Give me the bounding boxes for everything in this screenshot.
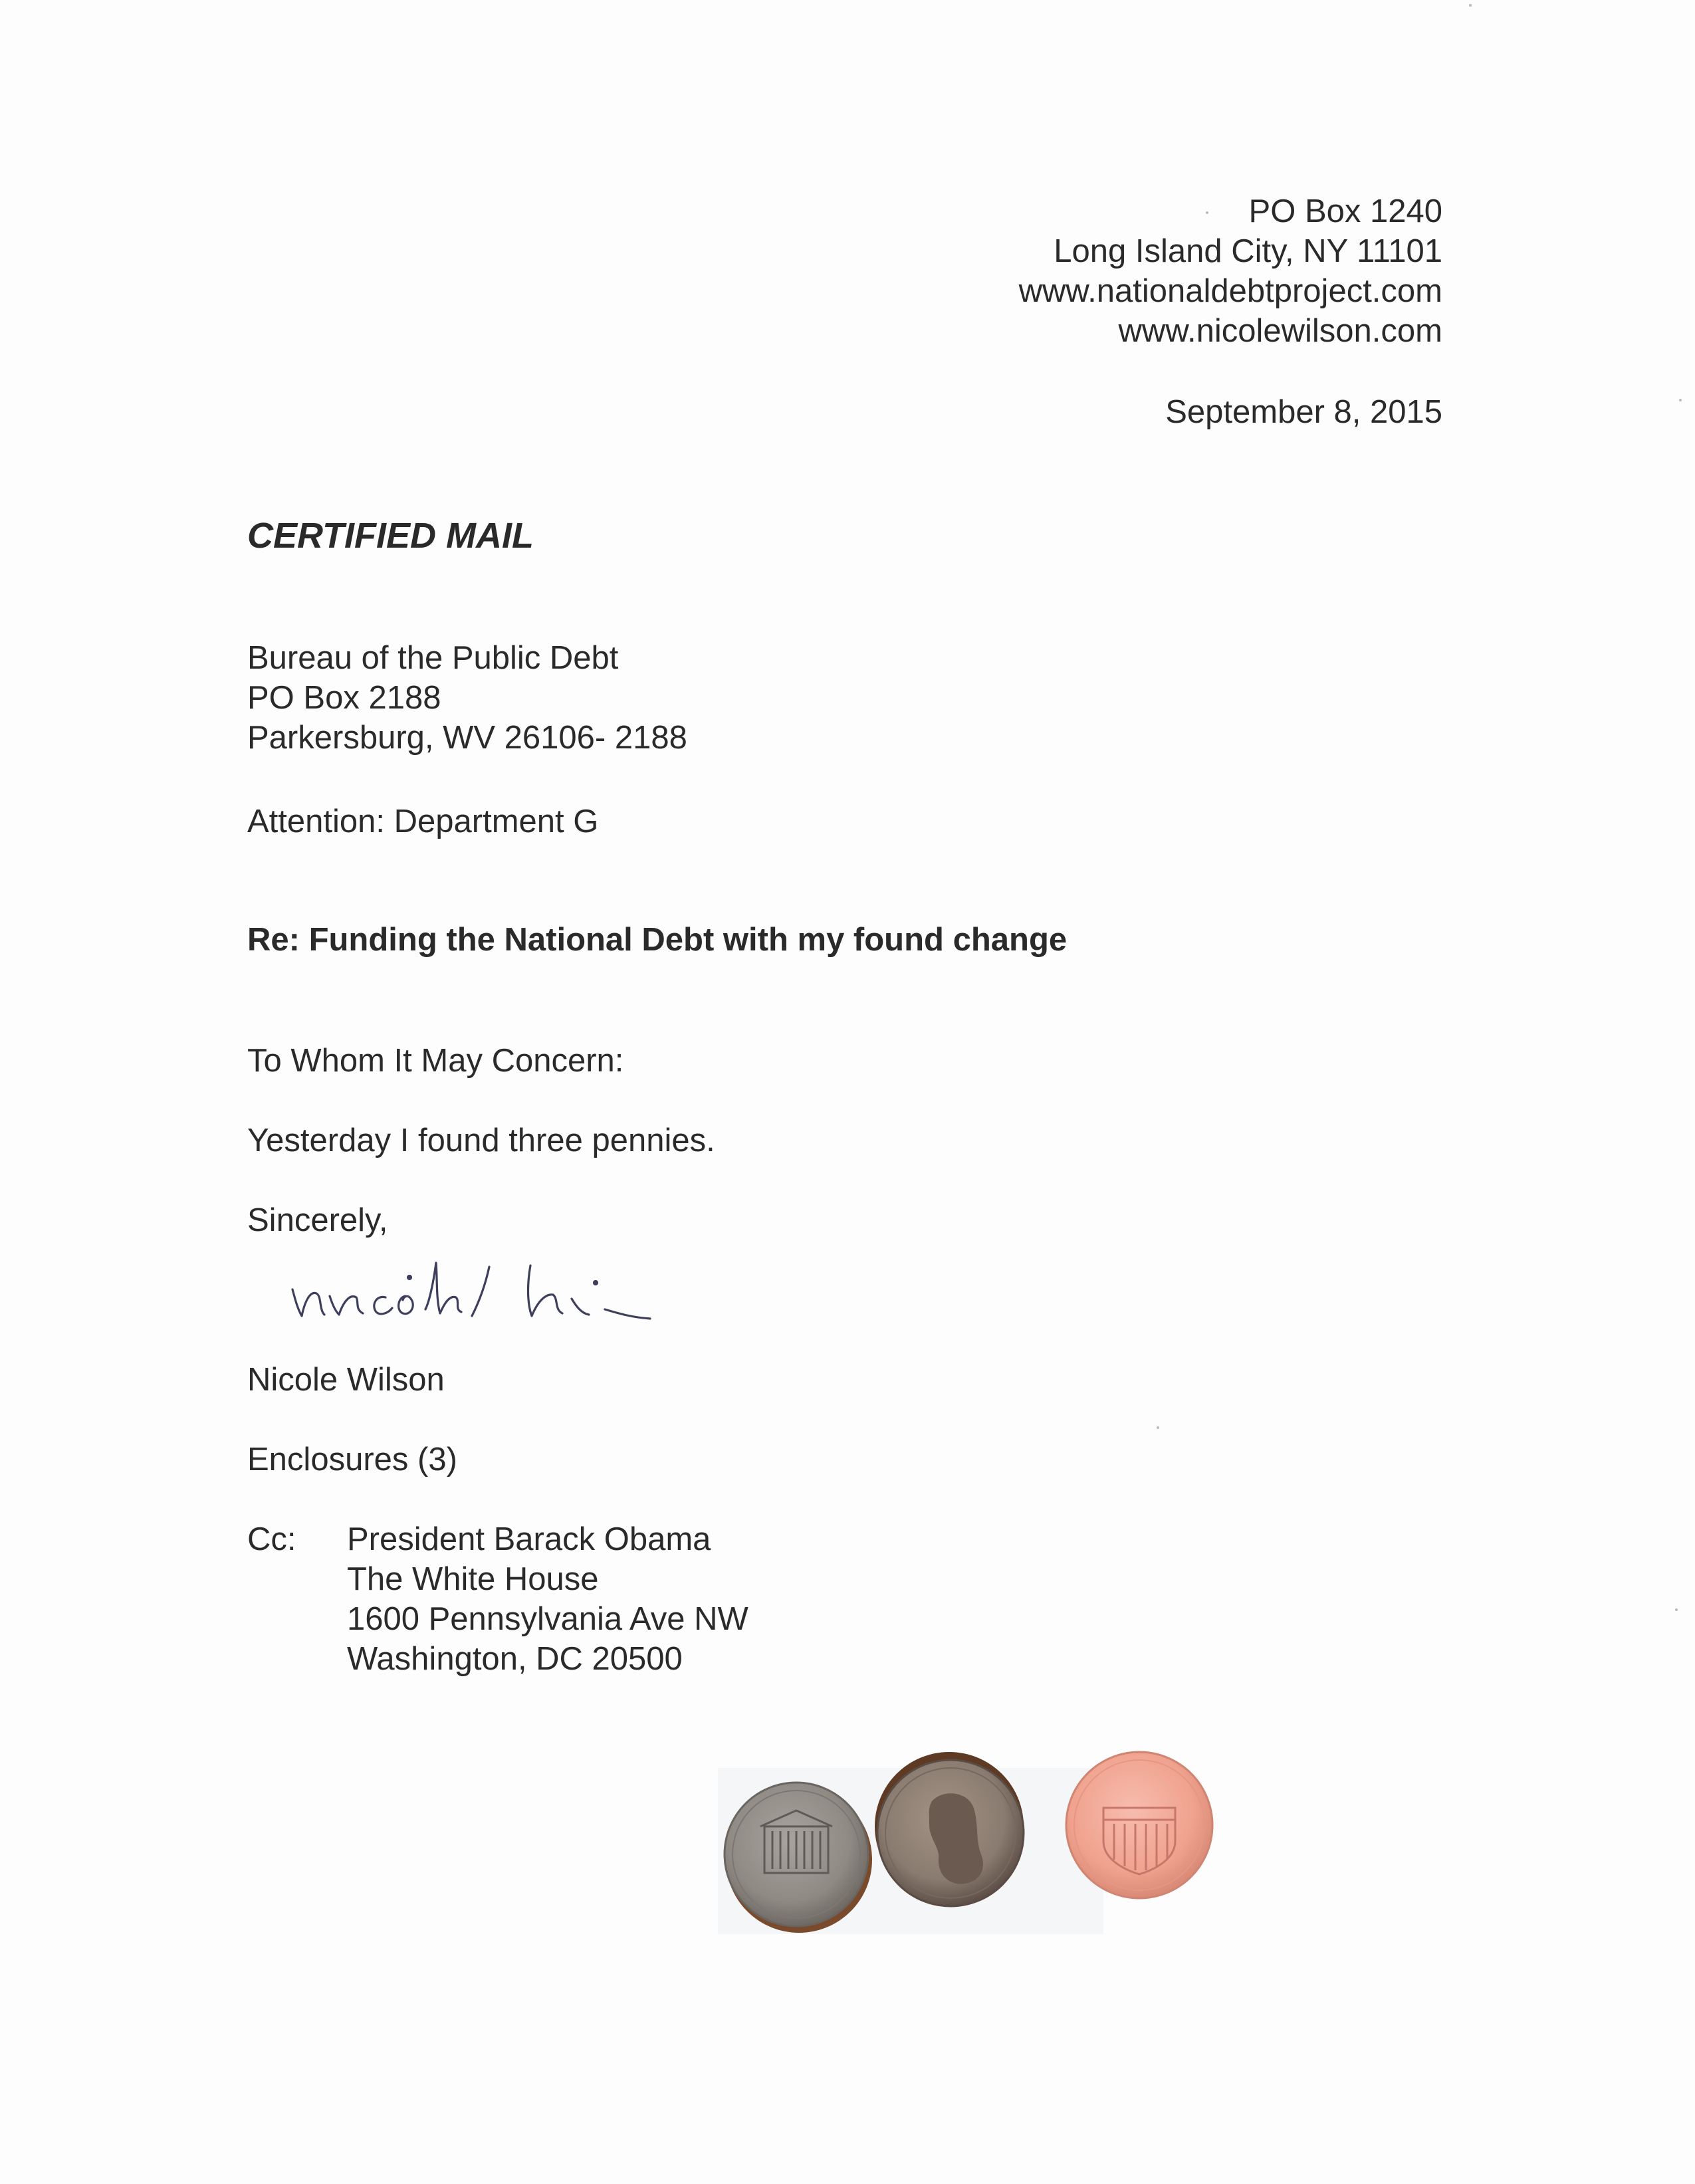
- scan-speck: [1675, 1608, 1678, 1611]
- recipient-address-line: Parkersburg, WV 26106- 2188: [247, 720, 687, 756]
- scan-speck: [1469, 4, 1472, 7]
- letter-date: September 8, 2015: [1165, 394, 1442, 430]
- recipient-address-line: PO Box 2188: [247, 680, 441, 716]
- return-address: [1019, 191, 1442, 351]
- closing: Sincerely,: [247, 1202, 388, 1238]
- cc-address-line: Washington, DC 20500: [347, 1641, 683, 1677]
- return-address-line: Long Island City, NY 11101: [1054, 233, 1442, 269]
- return-address-line: PO Box 1240: [1248, 193, 1442, 229]
- cc-label: Cc:: [247, 1521, 296, 1557]
- cc-address-line: The White House: [347, 1561, 599, 1597]
- subject-line: Re: Funding the National Debt with my found change: [247, 922, 1068, 958]
- scan-speck: [1679, 399, 1682, 401]
- enclosures-note: Enclosures (3): [247, 1442, 457, 1477]
- recipient-address: [247, 638, 687, 758]
- cc-address-line: President Barack Obama: [347, 1521, 711, 1557]
- cc-address: [347, 1519, 748, 1679]
- website-link: www.nationaldebtproject.com: [1018, 273, 1442, 309]
- recipient-address-line: Bureau of the Public Debt: [247, 640, 619, 676]
- cc-address-line: 1600 Pennsylvania Ave NW: [347, 1601, 748, 1637]
- signer-name: Nicole Wilson: [247, 1362, 445, 1398]
- penny-reverse-shield: [1066, 1752, 1212, 1898]
- attention-line: Attention: Department G: [247, 804, 599, 839]
- mail-class-heading: CERTIFIED MAIL: [247, 516, 534, 556]
- attached-pennies: [718, 1741, 1303, 1941]
- scan-speck: [1206, 211, 1208, 214]
- scan-speck: [1157, 1426, 1159, 1429]
- website-link: www.nicolewilson.com: [1118, 313, 1442, 349]
- salutation: To Whom It May Concern:: [247, 1043, 624, 1079]
- handwritten-signature: [286, 1216, 705, 1336]
- penny-obverse-lincoln: [875, 1752, 1024, 1906]
- letter-body: Yesterday I found three pennies.: [247, 1123, 715, 1158]
